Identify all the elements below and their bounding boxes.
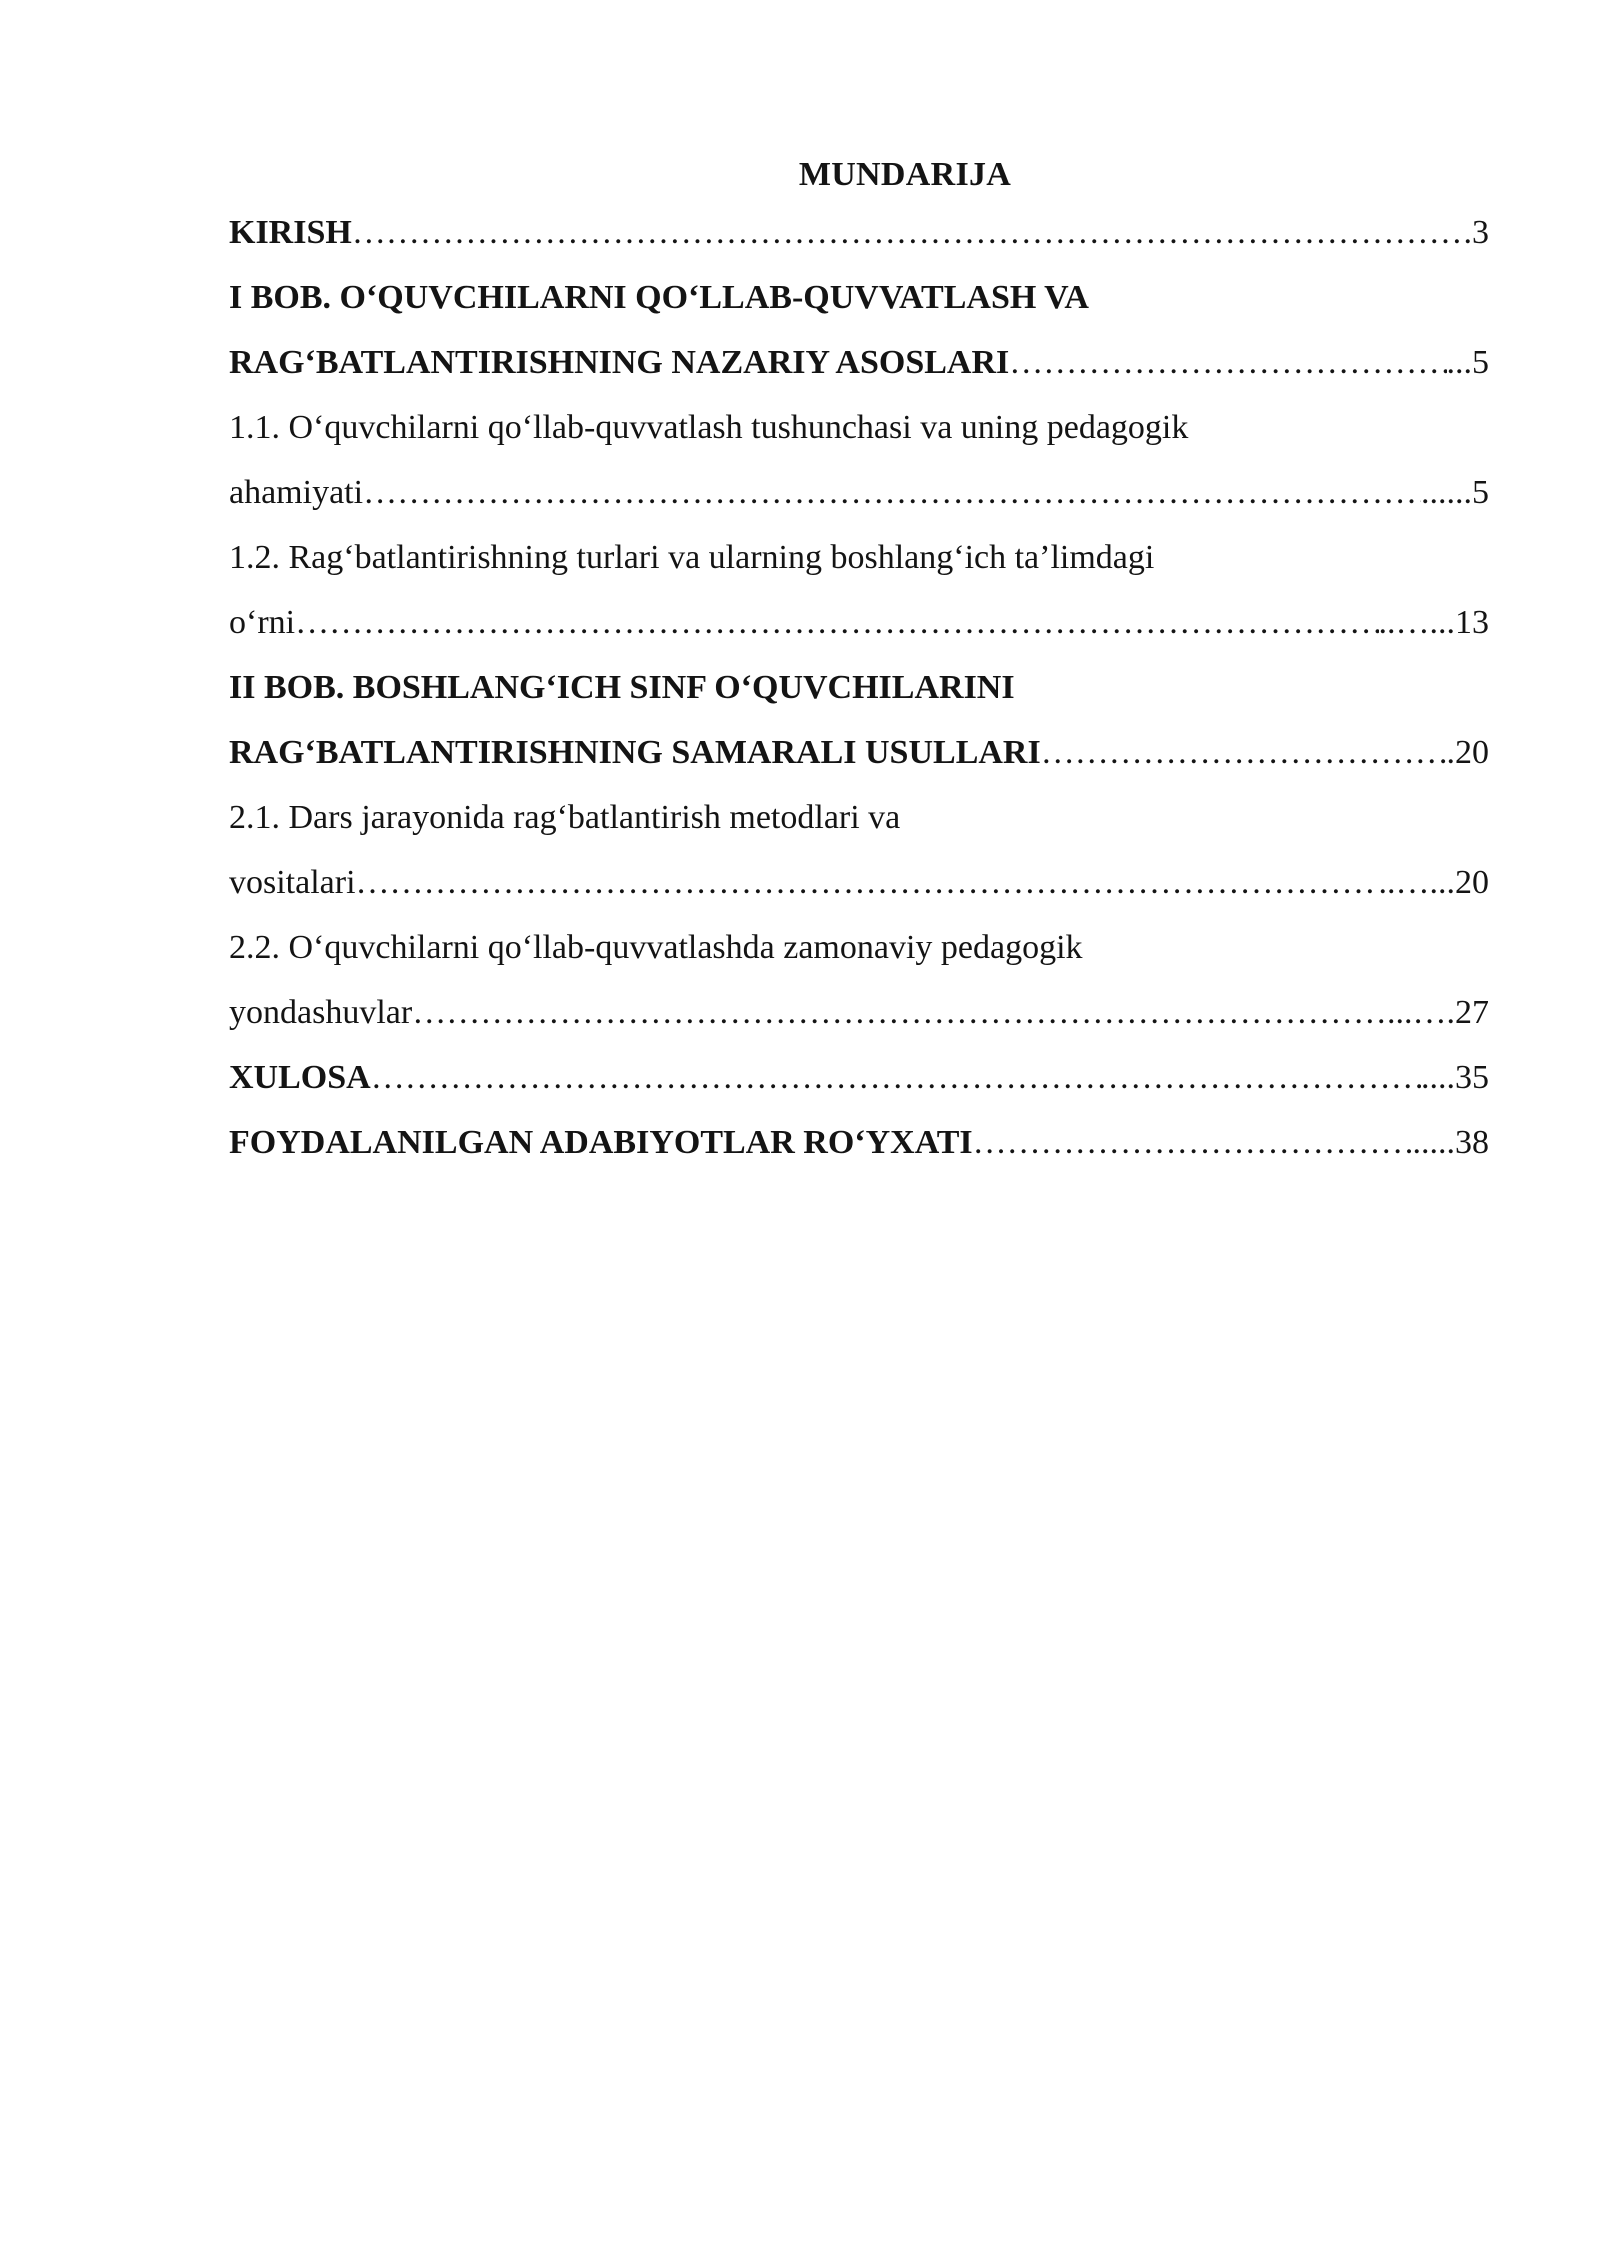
toc-entry-row: [229, 590, 1489, 655]
toc-entry-label: RAG‘BATLANTIRISHNING SAMARALI USULLARI: [229, 734, 1041, 771]
toc-entry-section-2-2: [229, 980, 1489, 1045]
toc-entry-row: [229, 720, 1489, 785]
toc-page-number: ..…...20: [1378, 864, 1489, 901]
toc-dot-leader: [1041, 720, 1447, 785]
toc-dot-leader: [352, 200, 1464, 265]
toc-entry-label: KIRISH: [229, 214, 352, 251]
toc-entry-heading: 2.2. O‘quvchilarni qo‘llab-quvvatlashda zamonaviy pedagogik: [229, 929, 1083, 966]
toc-entry-row: [229, 1045, 1489, 1110]
toc-entry-row: [229, 980, 1489, 1045]
toc-entry-row: [229, 1110, 1489, 1175]
toc-entry-label: XULOSA: [229, 1059, 371, 1096]
toc-entry-label: vositalari: [229, 864, 356, 901]
toc-entry-label: RAG‘BATLANTIRISHNING NAZARIY ASOSLARI: [229, 344, 1010, 381]
toc-entry-chapter-2: [229, 720, 1489, 785]
toc-entry-heading: II BOB. BOSHLANG‘ICH SINF O‘QUVCHILARINI: [229, 669, 1015, 706]
toc-entry-adabiyotlar: [229, 1110, 1489, 1175]
toc-dot-leader: [356, 850, 1379, 915]
toc-entry-label: yondashuvlar: [229, 994, 413, 1031]
toc-entry-heading: 1.1. O‘quvchilarni qo‘llab-quvvatlash tushunchasi va uning pedagogik: [229, 409, 1189, 446]
toc-entry-row: [229, 850, 1489, 915]
toc-page-number: ....35: [1421, 1059, 1489, 1096]
toc-dot-leader: [295, 590, 1378, 655]
toc-entry-heading: 1.2. Rag‘batlantirishning turlari va ularning boshlang‘ich ta’limdagi: [229, 539, 1155, 576]
toc-entry-row: [229, 200, 1489, 265]
toc-page-number: .....38: [1412, 1124, 1489, 1161]
toc-dot-leader: [363, 460, 1421, 525]
toc-entry-row: [229, 460, 1489, 525]
toc-entry-kirish: [229, 200, 1489, 265]
toc-entry-section-2-1-line-1: [229, 785, 1489, 850]
toc-entry-chapter-1: [229, 330, 1489, 395]
page-title: MUNDARIJA: [798, 156, 1012, 193]
toc-page-number: ...….27: [1387, 994, 1489, 1031]
toc-entry-section-1-1-line-1: [229, 395, 1489, 460]
toc-entry-chapter-1-line-1: [229, 265, 1489, 330]
toc-entry-chapter-2-line-1: [229, 655, 1489, 720]
table-of-contents: [229, 150, 1489, 1175]
toc-page-number: ......5: [1421, 474, 1489, 511]
toc-entry-label: ahamiyati: [229, 474, 364, 511]
toc-page-number: ..…...13: [1378, 604, 1489, 641]
toc-entry-section-1-2-line-1: [229, 525, 1489, 590]
toc-dot-leader: [1009, 330, 1446, 395]
toc-entry-section-2-1: [229, 850, 1489, 915]
toc-entry-section-1-1: [229, 460, 1489, 525]
toc-entry-heading: I BOB. O‘QUVCHILARNI QO‘LLAB-QUVVATLASH VA: [229, 279, 1089, 316]
toc-page-number: .20: [1446, 734, 1489, 771]
toc-dot-leader: [973, 1110, 1413, 1175]
toc-page-number: .3: [1463, 214, 1489, 251]
toc-entry-xulosa: [229, 1045, 1489, 1110]
toc-entry-section-2-2-line-1: [229, 915, 1489, 980]
toc-entry-row: [229, 330, 1489, 395]
toc-entry-heading: 2.1. Dars jarayonida rag‘batlantirish metodlari va: [229, 799, 901, 836]
toc-entry-label: FOYDALANILGAN ADABIYOTLAR RO‘YXATI: [229, 1124, 973, 1161]
toc-entry-section-1-2: [229, 590, 1489, 655]
toc-entry-label: o‘rni: [229, 604, 296, 641]
toc-dot-leader: [371, 1045, 1421, 1110]
toc-dot-leader: [412, 980, 1387, 1045]
toc-page-number: ...5: [1446, 344, 1489, 381]
